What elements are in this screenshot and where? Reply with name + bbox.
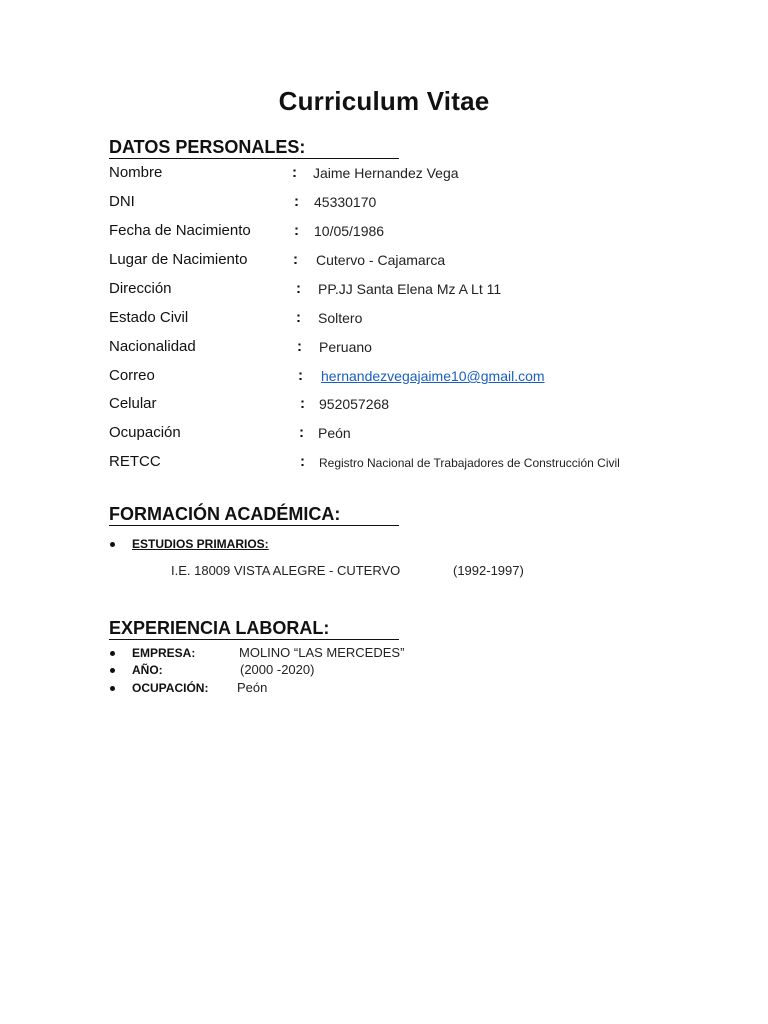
field-label-direccion: Dirección xyxy=(109,280,172,297)
field-label-retcc: RETCC xyxy=(109,453,161,470)
field-colon: : xyxy=(296,309,301,326)
field-label-estado-civil: Estado Civil xyxy=(109,309,189,326)
bullet-dot xyxy=(110,686,115,691)
work-value-ocupacion: Peón xyxy=(237,680,268,695)
email-link[interactable]: hernandezvegajaime10@gmail.com xyxy=(321,368,545,384)
work-label-empresa: EMPRESA: xyxy=(132,646,196,660)
field-colon: : xyxy=(296,280,301,297)
field-colon: : xyxy=(292,164,297,181)
field-colon: : xyxy=(300,395,305,412)
field-value-lugar-nacimiento: Cutervo - Cajamarca xyxy=(316,252,446,268)
field-value-retcc: Registro Nacional de Trabajadores de Construcción Civil xyxy=(319,456,620,470)
field-label-dni: DNI xyxy=(109,193,135,210)
field-colon: : xyxy=(294,193,299,210)
school-name: I.E. 18009 VISTA ALEGRE - CUTERVO xyxy=(171,563,401,578)
work-value-empresa: MOLINO “LAS MERCEDES” xyxy=(239,645,405,660)
field-colon: : xyxy=(298,367,303,384)
field-label-fecha-nacimiento: Fecha de Nacimiento xyxy=(109,222,251,239)
field-colon: : xyxy=(300,453,305,470)
bullet-dot xyxy=(110,668,115,673)
work-label-anio: AÑO: xyxy=(132,663,163,677)
education-level-label: ESTUDIOS PRIMARIOS: xyxy=(132,537,269,551)
field-label-correo: Correo xyxy=(109,367,155,384)
field-label-lugar-nacimiento: Lugar de Nacimiento xyxy=(109,251,248,268)
field-value-nacionalidad: Peruano xyxy=(319,339,372,355)
field-value-ocupacion: Peón xyxy=(318,425,351,441)
section-heading-work: EXPERIENCIA LABORAL: xyxy=(109,618,399,640)
work-label-ocupacion: OCUPACIÓN: xyxy=(132,681,209,695)
bullet-dot xyxy=(110,542,115,547)
field-colon: : xyxy=(297,338,302,355)
document-title: Curriculum Vitae xyxy=(278,86,490,116)
field-label-nombre: Nombre xyxy=(109,164,163,181)
field-value-estado-civil: Soltero xyxy=(318,310,363,326)
section-heading-academic: FORMACIÓN ACADÉMICA: xyxy=(109,504,399,526)
field-label-ocupacion: Ocupación xyxy=(109,424,181,441)
field-colon: : xyxy=(299,424,304,441)
field-value-dni: 45330170 xyxy=(314,194,377,210)
work-value-anio: (2000 -2020) xyxy=(240,662,315,677)
field-colon: : xyxy=(294,222,299,239)
field-value-nombre: Jaime Hernandez Vega xyxy=(313,165,459,181)
section-heading-personal: DATOS PERSONALES: xyxy=(109,137,399,159)
field-label-nacionalidad: Nacionalidad xyxy=(109,338,196,355)
field-value-celular: 952057268 xyxy=(319,396,390,412)
school-years: (1992-1997) xyxy=(453,563,524,578)
field-colon: : xyxy=(293,251,298,268)
field-value-fecha-nacimiento: 10/05/1986 xyxy=(314,223,385,239)
field-value-direccion: PP.JJ Santa Elena Mz A Lt 11 xyxy=(318,281,502,297)
field-label-celular: Celular xyxy=(109,395,157,412)
bullet-dot xyxy=(110,651,115,656)
